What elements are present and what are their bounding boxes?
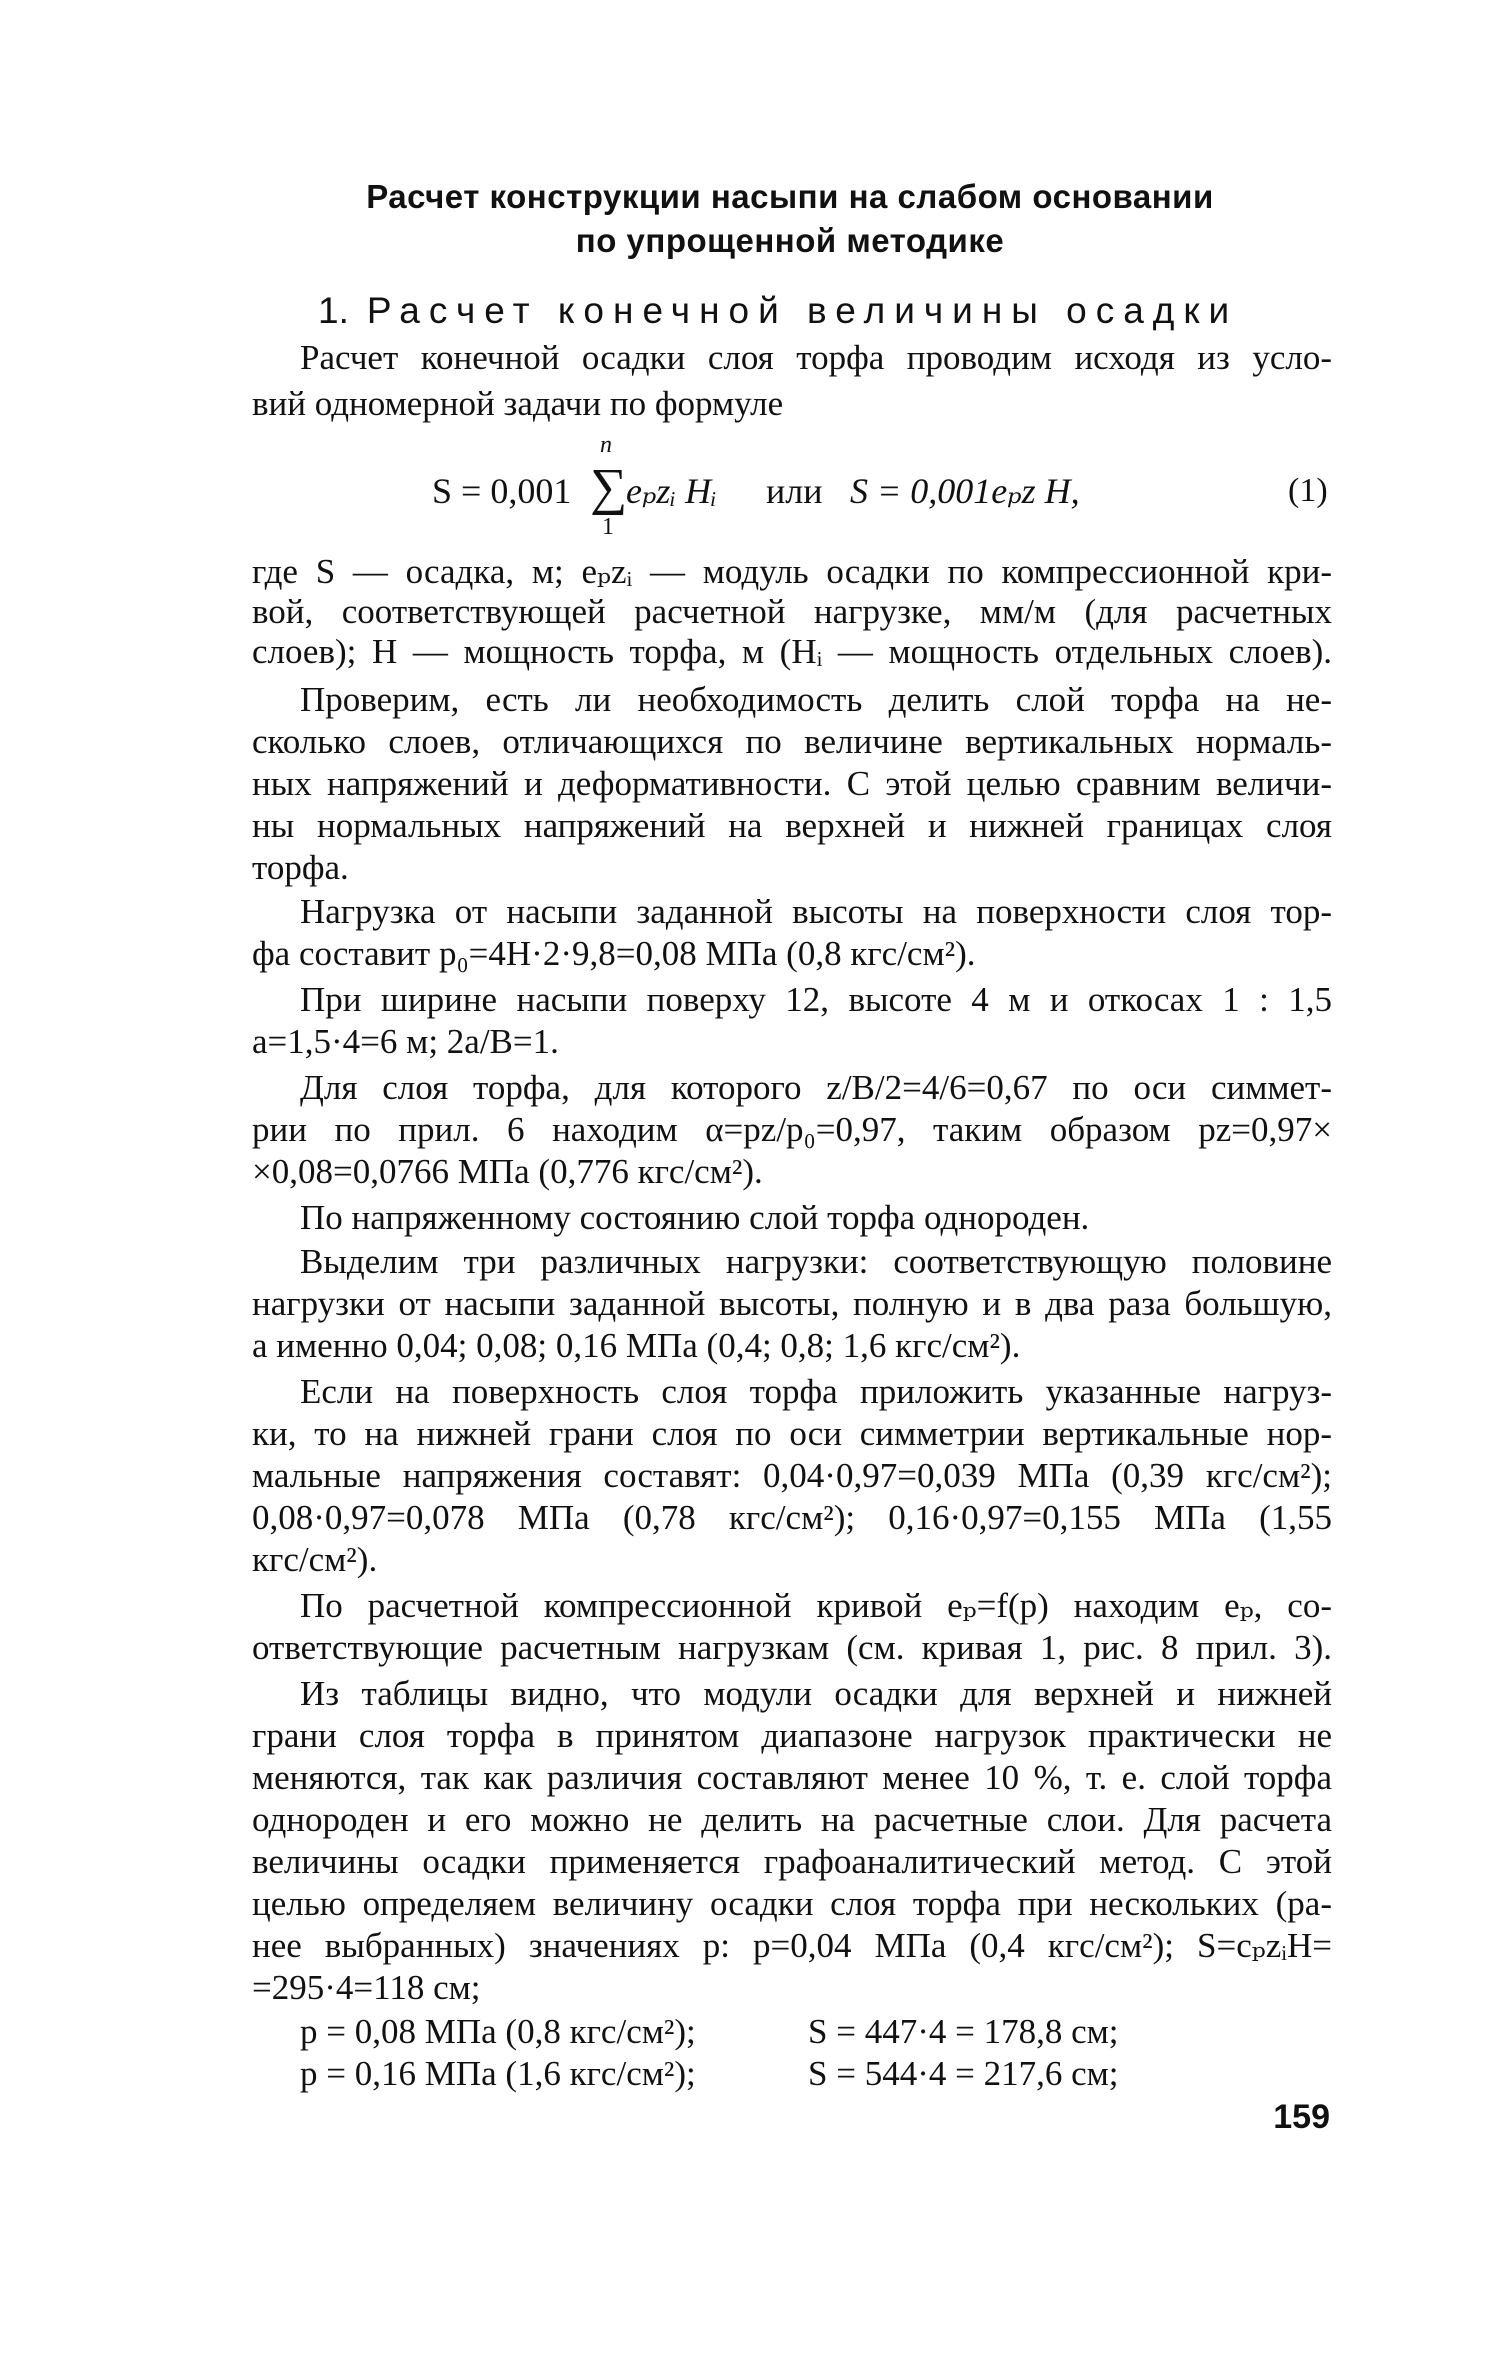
formula-number: (1) bbox=[1288, 472, 1328, 509]
text-line: целью определяем величину осадки слоя торфа при нескольких (ра- bbox=[252, 1884, 1332, 1923]
formula-right: S = 0,001eₚz H, bbox=[850, 471, 1080, 511]
text-line: торфа. bbox=[252, 848, 349, 887]
text-line: ×0,08=0,0766 МПа (0,776 кгс/см²). bbox=[252, 1152, 763, 1191]
text-line: 0,08·0,97=0,078 МПа (0,78 кгс/см²); 0,16·0,97=0,155 МПа (1,55 bbox=[252, 1498, 1332, 1537]
formula-or: или bbox=[766, 471, 823, 511]
text-line: нагрузки от насыпи заданной высоты, полную и в два раза большую, bbox=[252, 1284, 1332, 1323]
text-line: По напряженному состоянию слой торфа однороден. bbox=[300, 1198, 1090, 1237]
text-line: где S — осадка, м; eₚzᵢ — модуль осадки по компрессионной кри- bbox=[252, 552, 1332, 591]
text-line: a=1,5·4=6 м; 2a/B=1. bbox=[252, 1022, 559, 1061]
page-title-line-1: Расчет конструкции насыпи на слабом основании bbox=[366, 178, 1214, 215]
result-pressure: p = 0,08 МПа (0,8 кгс/см²); bbox=[300, 2012, 696, 2051]
section-title: Расчет конечной величины осадки bbox=[366, 290, 1239, 331]
text-line: кгс/см²). bbox=[252, 1540, 378, 1579]
text-line: фа составит p₀=4H·2·9,8=0,08 МПа (0,8 кгс/см²). bbox=[252, 934, 976, 973]
text-line: вой, соответствующей расчетной нагрузке, мм/м (для расчетных bbox=[252, 592, 1332, 631]
section-heading bbox=[318, 290, 1238, 332]
text-line: Выделим три различных нагрузки: соответствующую половине bbox=[300, 1242, 1332, 1281]
text-line: Расчет конечной осадки слоя торфа проводим исходя из усло- bbox=[300, 338, 1332, 377]
section-number: 1. bbox=[318, 290, 349, 331]
text-line: При ширине насыпи поверху 12, высоте 4 м и откосах 1 : 1,5 bbox=[300, 980, 1332, 1019]
text-line: Для слоя торфа, для которого z/B/2=4/6=0,67 по оси симмет- bbox=[300, 1068, 1332, 1107]
text-line: ны нормальных напряжений на верхней и нижней границах слоя bbox=[252, 806, 1332, 845]
text-line: меняются, так как различия составляют менее 10 %, т. е. слой торфа bbox=[252, 1758, 1332, 1797]
text-line: ных напряжений и деформативности. С этой целью сравним величи- bbox=[252, 764, 1332, 803]
page-number: 159 bbox=[1273, 2098, 1330, 2136]
text-line: По расчетной компрессионной кривой eₚ=f(p) находим eₚ, со- bbox=[300, 1586, 1332, 1625]
formula-sum-body: eₚzᵢ Hᵢ bbox=[626, 471, 717, 511]
sum-upper-limit: n bbox=[600, 432, 612, 458]
text-line: ки, то на нижней грани слоя по оси симметрии вертикальные нор- bbox=[252, 1414, 1332, 1453]
text-line: нее выбранных) значениях p: p=0,04 МПа (0,4 кгс/см²); S=cₚzᵢH= bbox=[252, 1926, 1332, 1965]
text-line: Нагрузка от насыпи заданной высоты на поверхности слоя тор- bbox=[300, 892, 1332, 931]
result-settlement: S = 544·4 = 217,6 см; bbox=[808, 2054, 1119, 2093]
text-line: Если на поверхность слоя торфа приложить указанные нагруз- bbox=[300, 1372, 1332, 1411]
text-line: сколько слоев, отличающихся по величине вертикальных нормаль- bbox=[252, 722, 1332, 761]
summation-sign: ∑ bbox=[590, 459, 628, 516]
page-title-line-2: по упрощенной методике bbox=[575, 222, 1005, 259]
text-line: вий одномерной задачи по формуле bbox=[252, 384, 784, 423]
sum-lower-limit: 1 bbox=[602, 514, 614, 540]
text-line: величины осадки применяется графоаналитический метод. С этой bbox=[252, 1842, 1332, 1881]
text-line: грани слоя торфа в принятом диапазоне нагрузок практически не bbox=[252, 1716, 1332, 1755]
result-settlement: S = 447·4 = 178,8 см; bbox=[808, 2012, 1119, 2051]
text-line: мальные напряжения составят: 0,04·0,97=0,039 МПа (0,39 кгс/см²); bbox=[252, 1456, 1332, 1495]
text-line: однороден и его можно не делить на расчетные слои. Для расчета bbox=[252, 1800, 1332, 1839]
text-line: а именно 0,04; 0,08; 0,16 МПа (0,4; 0,8; 1,6 кгс/см²). bbox=[252, 1326, 1021, 1365]
result-pressure: p = 0,16 МПа (1,6 кгс/см²); bbox=[300, 2054, 696, 2093]
formula-left: S = 0,001 bbox=[432, 471, 572, 511]
text-line: Проверим, есть ли необходимость делить слой торфа на не- bbox=[300, 680, 1332, 719]
text-line: ответствующие расчетным нагрузкам (см. кривая 1, рис. 8 прил. 3). bbox=[252, 1628, 1332, 1667]
text-line: Из таблицы видно, что модули осадки для верхней и нижней bbox=[300, 1674, 1332, 1713]
text-line: рии по прил. 6 находим α=pz/p₀=0,97, таким образом pz=0,97× bbox=[252, 1110, 1332, 1149]
text-line: =295·4=118 см; bbox=[252, 1968, 481, 2007]
text-line: слоев); H — мощность торфа, м (Hᵢ — мощность отдельных слоев). bbox=[252, 632, 1332, 671]
